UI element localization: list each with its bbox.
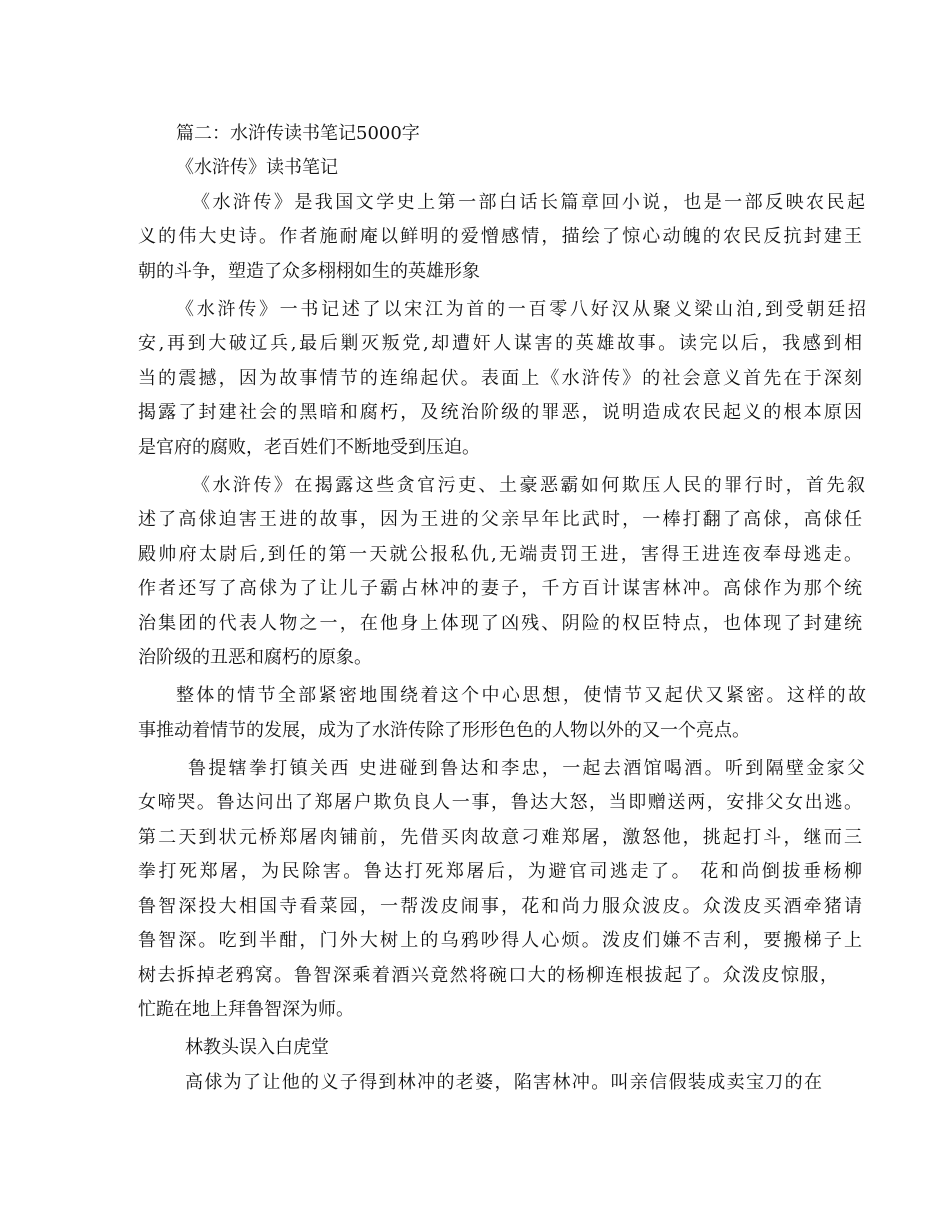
paragraph-3-line-3: 殿帅府太尉后,到任的第一天就公报私仇,无端责罚王进，害得王进连夜奉母逃走。 xyxy=(138,544,862,565)
paragraph-7-line-1: 高俅为了让他的义子得到林冲的老婆，陷害林冲。叫亲信假装成卖宝刀的在 xyxy=(185,1072,822,1093)
paragraph-1-line-1: 《水浒传》是我国文学史上第一部白话长篇章回小说，也是一部反映农民起 xyxy=(192,192,865,213)
paragraph-2-line-4: 揭露了封建社会的黑暗和腐朽，及统治阶级的罪恶，说明造成农民起义的根本原因 xyxy=(138,402,862,423)
paragraph-4-line-2: 事推动着情节的发展，成为了水浒传除了形形色色的人物以外的又一个亮点。 xyxy=(138,720,750,741)
paragraph-3-line-6: 治阶级的丑恶和腐朽的原象。 xyxy=(138,647,372,668)
paragraph-3-line-2: 述了高俅迫害王进的故事，因为王进的父亲早年比武时，一棒打翻了高俅，高俅任 xyxy=(138,509,862,530)
paragraph-1-line-2: 义的伟大史诗。作者施耐庵以鲜明的爱憎感情，描绘了惊心动魄的农民反抗封建王 xyxy=(138,226,862,247)
paragraph-3-line-1: 《水浒传》在揭露这些贪官污吏、土豪恶霸如何欺压人民的罪行时，首先叙 xyxy=(192,475,865,496)
paragraph-5-line-1: 鲁提辖拳打镇关西 史进碰到鲁达和李忠，一起去酒馆喝酒。听到隔壁金家父 xyxy=(188,758,865,779)
document-subheading: 《水浒传》读书笔记 xyxy=(176,157,338,178)
document-heading: 篇二：水浒传读书笔记5000字 xyxy=(176,123,420,144)
paragraph-3-line-4: 作者还写了高俅为了让儿子霸占林冲的妻子，千方百计谋害林冲。高俅作为那个统 xyxy=(138,578,862,599)
paragraph-2-line-1: 《水浒传》一书记述了以宋江为首的一百零八好汉从聚义梁山泊,到受朝廷招 xyxy=(176,299,866,320)
paragraph-5-line-6: 鲁智深。吃到半酣，门外大树上的乌鸦吵得人心烦。泼皮们嫌不吉利，要搬梯子上 xyxy=(138,930,862,951)
paragraph-1-line-3: 朝的斗争，塑造了众多栩栩如生的英雄形象 xyxy=(138,261,480,282)
paragraph-2-line-5: 是官府的腐败，老百姓们不断地受到压迫。 xyxy=(138,437,480,458)
paragraph-5-line-3: 第二天到状元桥郑屠肉铺前，先借买肉故意刁难郑屠，激怒他，挑起打斗，继而三 xyxy=(138,827,862,848)
paragraph-5-line-5: 鲁智深投大相国寺看菜园，一帮泼皮闹事，花和尚力服众波皮。众泼皮买酒牵猪请 xyxy=(138,896,862,917)
paragraph-5-line-2: 女啼哭。鲁达问出了郑屠户欺负良人一事，鲁达大怒，当即赠送两，安排父女出逃。 xyxy=(138,792,862,813)
paragraph-5-line-8: 忙跪在地上拜鲁智深为师。 xyxy=(138,999,354,1020)
paragraph-3-line-5: 治集团的代表人物之一，在他身上体现了凶残、阴险的权臣特点，也体现了封建统 xyxy=(138,613,862,634)
paragraph-4-line-1: 整体的情节全部紧密地围绕着这个中心思想，使情节又起伏又紧密。这样的故 xyxy=(176,685,866,706)
paragraph-5-line-4: 拳打死郑屠，为民除害。鲁达打死郑屠后，为避官司逃走了。 花和尚倒拔垂杨柳 xyxy=(138,861,862,882)
paragraph-5-line-7: 树去拆掉老鸦窝。鲁智深乘着酒兴竟然将碗口大的杨柳连根拔起了。众泼皮惊服， xyxy=(138,965,838,986)
section-title-lin-jiaotou: 林教头误入白虎堂 xyxy=(185,1037,329,1058)
paragraph-2-line-3: 当的震撼，因为故事情节的连绵起伏。表面上《水浒传》的社会意义首先在于深刻 xyxy=(138,368,862,389)
paragraph-2-line-2: 安,再到大破辽兵,最后剿灭叛党,却遭奸人谋害的英雄故事。读完以后，我感到相 xyxy=(138,333,862,354)
